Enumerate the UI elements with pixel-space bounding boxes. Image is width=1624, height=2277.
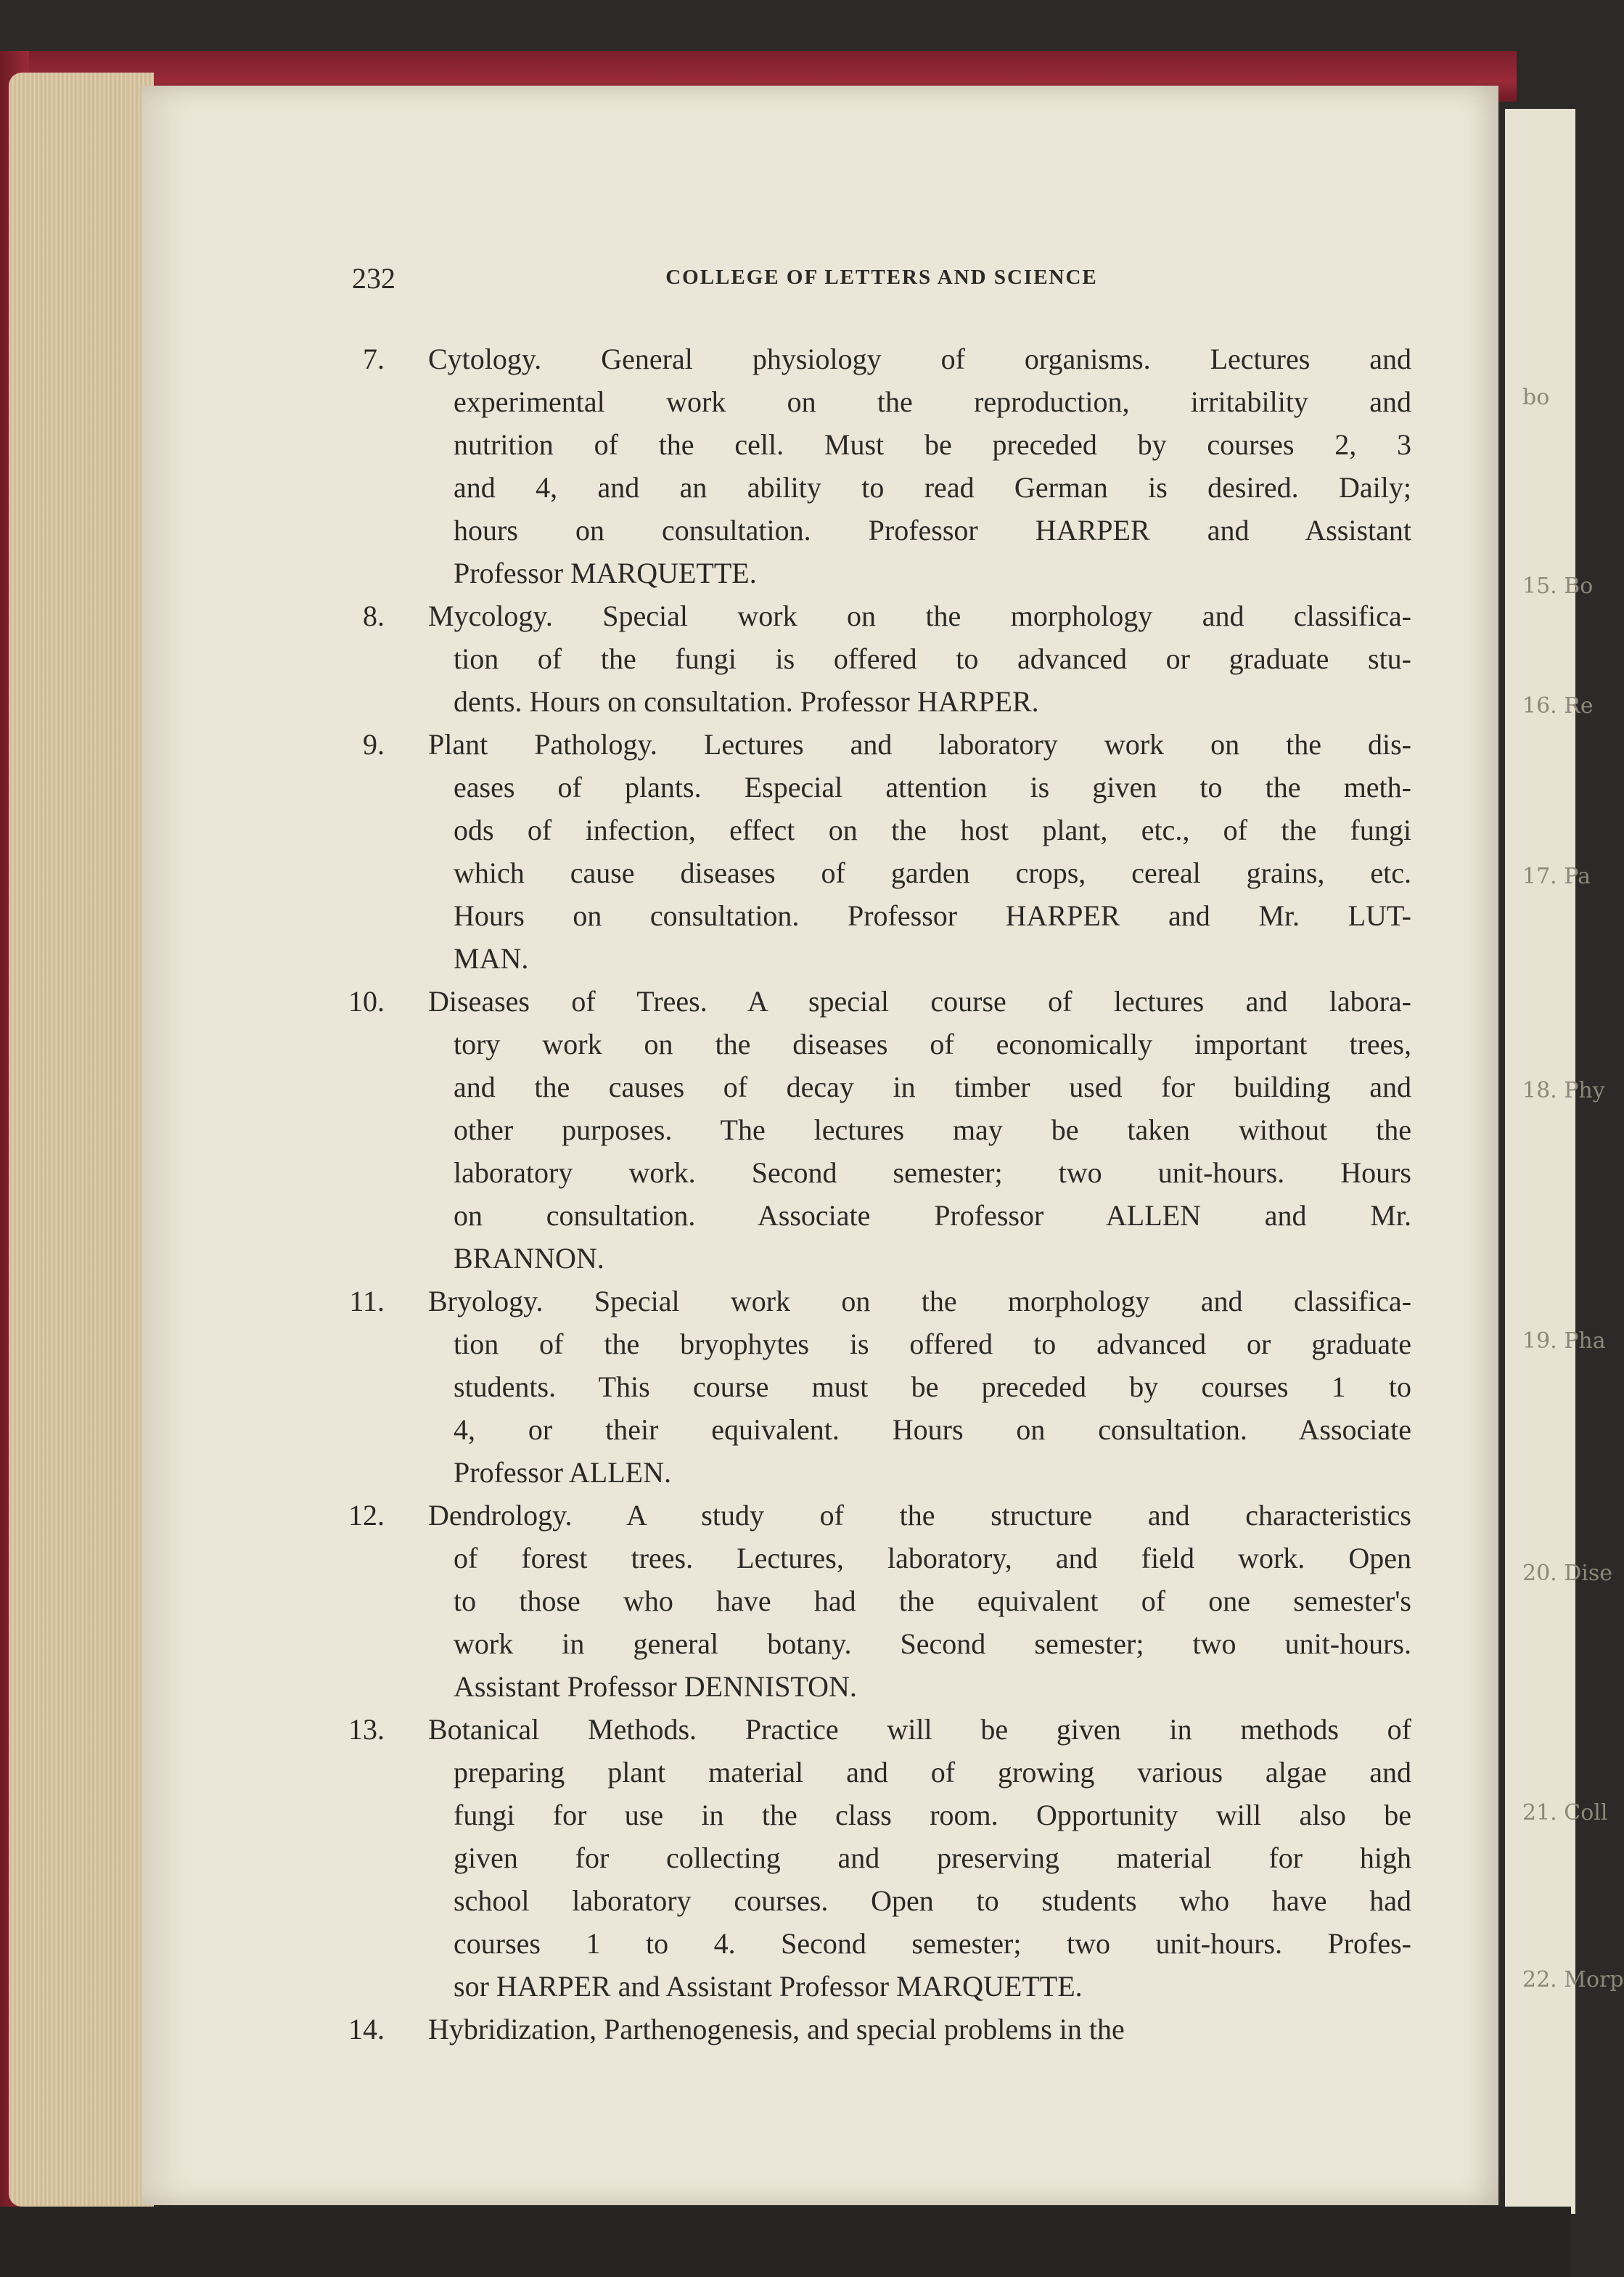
course-entry xyxy=(341,980,1411,1280)
course-text-line: work in general botany. Second semester; two unit-hours. xyxy=(454,1627,1411,1660)
course-text-line: Hours on consultation. Professor HARPER and Mr. LUT- xyxy=(454,899,1411,932)
page-edges xyxy=(9,73,154,2207)
adjacent-fragment: 21. Coll xyxy=(1522,1800,1608,1826)
adjacent-page-strip xyxy=(1501,109,1624,2214)
course-text-line: Mycology. Special work on the morphology and classifica- xyxy=(428,600,1411,632)
course-text-line: preparing plant material and of growing various algae and xyxy=(454,1756,1411,1789)
course-text-line: MAN. xyxy=(454,942,529,975)
course-text-line: Bryology. Special work on the morphology and classifica- xyxy=(428,1285,1411,1317)
background-bottom xyxy=(0,2207,1571,2277)
course-text-line: experimental work on the reproduction, irritability and xyxy=(454,385,1411,418)
course-text-line: Hybridization, Parthenogenesis, and special problems in the xyxy=(428,2013,1125,2045)
course-entry xyxy=(341,1708,1411,2008)
page-number: 232 xyxy=(352,262,395,295)
running-title: COLLEGE OF LETTERS AND SCIENCE xyxy=(665,266,1098,289)
course-text-line: dents. Hours on consultation. Professor HARPER. xyxy=(454,685,1039,718)
course-text-line: Botanical Methods. Practice will be given in methods of xyxy=(428,1713,1411,1746)
course-entry xyxy=(341,1280,1411,1494)
course-text-line: Diseases of Trees. A special course of lectures and labora- xyxy=(428,985,1411,1018)
course-number: 8. xyxy=(363,600,385,632)
course-text-line: Plant Pathology. Lectures and laboratory work on the dis- xyxy=(428,728,1411,761)
adjacent-fragment: 16. Re xyxy=(1522,693,1594,719)
adjacent-fragment: 22. Morp xyxy=(1522,1967,1624,1992)
course-text-line: school laboratory courses. Open to students who have had xyxy=(454,1884,1411,1917)
adjacent-fragment: 19. Pha xyxy=(1522,1328,1606,1354)
course-number: 14. xyxy=(348,2013,385,2045)
course-text-line: and 4, and an ability to read German is desired. Daily; xyxy=(454,471,1411,504)
course-text-line: Professor ALLEN. xyxy=(454,1456,671,1489)
course-text-line: and the causes of decay in timber used for building and xyxy=(454,1071,1411,1103)
adjacent-fragment: 18. Phy xyxy=(1522,1078,1605,1103)
course-text-line: laboratory work. Second semester; two unit-hours. Hours xyxy=(454,1156,1411,1189)
course-text-line: hours on consultation. Professor HARPER and Assistant xyxy=(454,514,1411,547)
course-text-line: Assistant Professor DENNISTON. xyxy=(454,1670,857,1703)
course-text-line: given for collecting and preserving material for high xyxy=(454,1841,1411,1874)
course-text-line: tion of the fungi is offered to advanced or graduate stu- xyxy=(454,642,1411,675)
course-number: 7. xyxy=(363,343,385,375)
course-text-line: tion of the bryophytes is offered to advanced or graduate xyxy=(454,1328,1411,1360)
course-list xyxy=(341,338,1411,2051)
course-text-line: tory work on the diseases of economically important trees, xyxy=(454,1028,1411,1060)
course-text-line: on consultation. Associate Professor ALLEN and Mr. xyxy=(454,1199,1411,1232)
course-entry xyxy=(341,1494,1411,1708)
course-number: 13. xyxy=(348,1713,385,1746)
course-number: 9. xyxy=(363,728,385,761)
course-text-line: fungi for use in the class room. Opportunity will also be xyxy=(454,1799,1411,1831)
course-text-line: 4, or their equivalent. Hours on consultation. Associate xyxy=(454,1413,1411,1446)
course-number: 10. xyxy=(348,985,385,1018)
course-text-line: sor HARPER and Assistant Professor MARQUETTE. xyxy=(454,1970,1083,2003)
course-number: 12. xyxy=(348,1499,385,1532)
course-entry xyxy=(341,594,1411,723)
course-text-line: BRANNON. xyxy=(454,1242,604,1275)
course-text-line: to those who have had the equivalent of one semester's xyxy=(454,1585,1411,1617)
course-text-line: other purposes. The lectures may be taken without the xyxy=(454,1113,1411,1146)
course-text-line: which cause diseases of garden crops, cereal grains, etc. xyxy=(454,857,1411,889)
course-text-line: Professor MARQUETTE. xyxy=(454,557,757,589)
adjacent-fragment: 15. Bo xyxy=(1522,573,1594,599)
course-text-line: Cytology. General physiology of organisms. Lectures and xyxy=(428,343,1411,375)
page-header xyxy=(352,261,1411,298)
course-text-line: of forest trees. Lectures, laboratory, and field work. Open xyxy=(454,1542,1411,1574)
course-entry xyxy=(341,723,1411,980)
adjacent-fragment: 20. Dise xyxy=(1522,1561,1613,1586)
course-entry xyxy=(341,338,1411,594)
course-text-line: courses 1 to 4. Second semester; two unit-hours. Profes- xyxy=(454,1927,1411,1960)
adjacent-fragment: bo xyxy=(1522,385,1550,410)
course-entry xyxy=(341,2008,1411,2051)
course-text-line: Dendrology. A study of the structure and characteristics xyxy=(428,1499,1411,1532)
course-number: 11. xyxy=(349,1285,385,1317)
course-text-line: students. This course must be preceded by courses 1 to xyxy=(454,1370,1411,1403)
course-text-line: ods of infection, effect on the host plant, etc., of the fungi xyxy=(454,814,1411,846)
course-text-line: eases of plants. Especial attention is given to the meth- xyxy=(454,771,1411,804)
adjacent-fragment: 17. Pa xyxy=(1522,864,1591,889)
course-text-line: nutrition of the cell. Must be preceded by courses 2, 3 xyxy=(454,428,1411,461)
